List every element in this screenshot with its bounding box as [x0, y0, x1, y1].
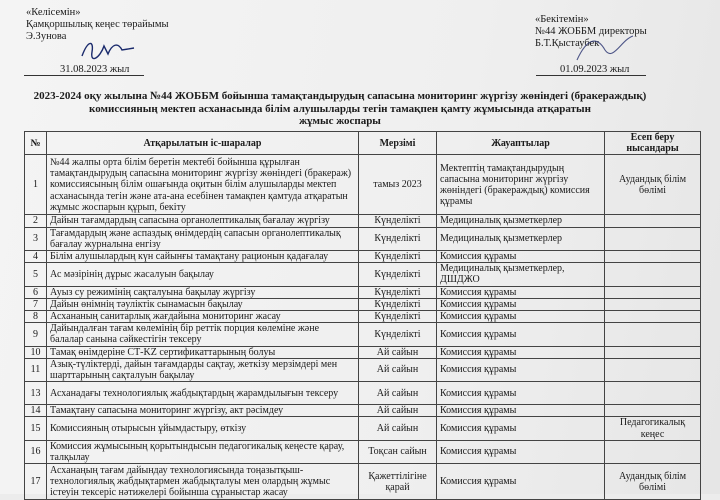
document-title	[20, 90, 660, 128]
row-responsible: Комиссия құрамы	[437, 323, 605, 346]
approval-left-org: Қамқоршылық кеңес төрайымы	[26, 19, 169, 30]
row-report	[605, 346, 701, 358]
row-term: Ай сайын	[359, 358, 437, 381]
row-responsible: Комиссия құрамы	[437, 417, 605, 440]
row-responsible: Комиссия құрамы	[437, 464, 605, 500]
title-line-3: жұмыс жоспары	[299, 115, 381, 127]
approval-right-label: «Бекітемін»	[535, 14, 589, 25]
row-number: 3	[25, 227, 47, 250]
signature-left	[78, 36, 138, 64]
table-row	[25, 440, 701, 463]
table-row	[25, 464, 701, 500]
row-event: Дайын өнімнің тәуліктік сынамасын бақылау	[47, 298, 359, 310]
row-responsible: Комиссия құрамы	[437, 358, 605, 381]
plan-table	[24, 131, 701, 500]
approval-left-date: 31.08.2023 жыл	[60, 64, 130, 75]
row-responsible: Комиссия құрамы	[437, 311, 605, 323]
table-header-row	[25, 132, 701, 155]
row-report	[605, 311, 701, 323]
row-responsible: Мектептің тамақтандырудың сапасына мониторинг жүргізу жөніндегі (бракераждық) комиссия құрамы	[437, 155, 605, 215]
table-body	[25, 155, 701, 500]
row-event: Тамақтану сапасына мониторинг жүргізу, акт рәсімдеу	[47, 405, 359, 417]
row-term: Күнделікті	[359, 227, 437, 250]
row-event: Комиссияның отырысын ұйымдастыру, өткізу	[47, 417, 359, 440]
row-term: Күнделікті	[359, 251, 437, 263]
header-number: №	[25, 132, 47, 155]
approval-left-name: Э.Зунова	[26, 31, 67, 42]
table-row	[25, 263, 701, 286]
stamp-mark	[575, 30, 635, 66]
row-event: Дайын тағамдардың сапасына органолептикалық бағалау жүргізу	[47, 215, 359, 227]
row-report	[605, 358, 701, 381]
table-row	[25, 358, 701, 381]
row-term: Күнделікті	[359, 298, 437, 310]
approval-right-date: 01.09.2023 жыл	[560, 64, 630, 75]
row-report	[605, 227, 701, 250]
row-responsible: Комиссия құрамы	[437, 382, 605, 405]
row-number: 13	[25, 382, 47, 405]
row-number: 14	[25, 405, 47, 417]
row-report	[605, 323, 701, 346]
row-number: 16	[25, 440, 47, 463]
row-number: 17	[25, 464, 47, 500]
table-row	[25, 346, 701, 358]
row-term: Ай сайын	[359, 382, 437, 405]
row-term: Ай сайын	[359, 417, 437, 440]
row-responsible: Комиссия құрамы	[437, 286, 605, 298]
row-number: 1	[25, 155, 47, 215]
row-term: Қажеттілігіне қарай	[359, 464, 437, 500]
row-event: Дайындалған тағам көлемінің бір реттік порция көлеміне және балалар санына сәйкестігін тексеру	[47, 323, 359, 346]
header-term: Мерзімі	[359, 132, 437, 155]
row-term: Тоқсан сайын	[359, 440, 437, 463]
row-event: Асхананың санитарлық жағдайына мониторинг жасау	[47, 311, 359, 323]
table-row	[25, 215, 701, 227]
table-row	[25, 311, 701, 323]
title-line-2: комиссияның мектеп асханасында білім алушыларды тегін тамақпен қамту жұмысында атқаратын	[89, 102, 591, 115]
row-report	[605, 251, 701, 263]
date-underline-left	[24, 75, 144, 76]
row-responsible: Медициналық қызметкерлер	[437, 215, 605, 227]
row-report: Аудандық білім бөлімі	[605, 464, 701, 500]
row-term: Күнделікті	[359, 263, 437, 286]
row-number: 9	[25, 323, 47, 346]
row-event: Тамақ өнімдеріне СТ-KZ сертификаттарының болуы	[47, 346, 359, 358]
row-number: 7	[25, 298, 47, 310]
row-responsible: Комиссия құрамы	[437, 405, 605, 417]
row-event: Комиссия жұмысының қорытындысын педагогикалық кеңесте қарау, талқылау	[47, 440, 359, 463]
row-number: 6	[25, 286, 47, 298]
header-events: Атқарылатын іс-шаралар	[47, 132, 359, 155]
approval-left-label: «Келісемін»	[26, 7, 81, 18]
row-report: Аудандық білім бөлімі	[605, 155, 701, 215]
table-row	[25, 251, 701, 263]
row-responsible: Медициналық қызметкерлер, ДШДЖО	[437, 263, 605, 286]
row-report	[605, 263, 701, 286]
row-report: Педагогикалық кеңес	[605, 417, 701, 440]
row-report	[605, 405, 701, 417]
row-report	[605, 440, 701, 463]
table-row	[25, 405, 701, 417]
table-row	[25, 227, 701, 250]
row-term: Ай сайын	[359, 346, 437, 358]
table-row	[25, 323, 701, 346]
table-row	[25, 155, 701, 215]
row-number: 10	[25, 346, 47, 358]
row-number: 8	[25, 311, 47, 323]
table-row	[25, 298, 701, 310]
row-event: Асханаңың тағам дайындау технологиясында тоңазытқыш-технологиялық жабдықтармен жабдықталуы мен олардың жұмыс істеуін тексеріс нәтижелері бойынша сұраныстар жасау	[47, 464, 359, 500]
table-row	[25, 417, 701, 440]
row-event: Тағамдардың және аспаздық өнімдердің сапасын органолептикалық бағалау журналына енгізу	[47, 227, 359, 250]
row-responsible: Комиссия құрамы	[437, 440, 605, 463]
row-event: Ауыз су режимінің сақталуына бақылау жүргізу	[47, 286, 359, 298]
row-report	[605, 298, 701, 310]
row-term: Күнделікті	[359, 311, 437, 323]
row-term: тамыз 2023	[359, 155, 437, 215]
row-responsible: Комиссия құрамы	[437, 298, 605, 310]
row-event: Білім алушылардың күн сайынғы тамақтану рационын қадағалау	[47, 251, 359, 263]
row-number: 5	[25, 263, 47, 286]
row-report	[605, 382, 701, 405]
row-term: Күнделікті	[359, 323, 437, 346]
row-term: Ай сайын	[359, 405, 437, 417]
row-responsible: Медициналық қызметкерлер	[437, 227, 605, 250]
row-report	[605, 215, 701, 227]
row-responsible: Комиссия құрамы	[437, 346, 605, 358]
row-number: 2	[25, 215, 47, 227]
row-report	[605, 286, 701, 298]
row-event: №44 жалпы орта білім беретін мектебі бойынша құрылған тамақтандырудың сапасына мониторинг жүргізу жөніндегі (бракераж) комиссиясының білім ошағында оқитын білім алушыларды мектеп асханасында тегін және ата-ана есебінен тамақпен қамтуда атқаратын жұмыс жоспарын құрып, бекіту	[47, 155, 359, 215]
row-term: Күнделікті	[359, 286, 437, 298]
table-row	[25, 286, 701, 298]
date-underline-right	[536, 75, 646, 76]
row-number: 4	[25, 251, 47, 263]
table-row	[25, 382, 701, 405]
title-line-1: 2023-2024 оқу жылына №44 ЖОББМ бойынша тамақтандырудың сапасына мониторинг жүргізу жөніндегі (бракераждық)	[33, 90, 647, 102]
header-report: Есеп беру нысандары	[605, 132, 701, 155]
row-number: 11	[25, 358, 47, 381]
row-responsible: Комиссия құрамы	[437, 251, 605, 263]
header-responsible: Жауаптылар	[437, 132, 605, 155]
approval-right-org: №44 ЖОББМ директоры	[535, 26, 647, 37]
row-term: Күнделікті	[359, 215, 437, 227]
row-event: Азық-түліктерді, дайын тағамдарды сақтау, жеткізу мерзімдері мен шарттарының сақталуын бақылау	[47, 358, 359, 381]
row-number: 15	[25, 417, 47, 440]
approval-right-name: Б.Т.Қыстаубек	[535, 38, 600, 49]
row-event: Асханадағы технологиялық жабдықтардың жарамдылығын тексеру	[47, 382, 359, 405]
row-event: Ас мәзірінің дұрыс жасалуын бақылау	[47, 263, 359, 286]
